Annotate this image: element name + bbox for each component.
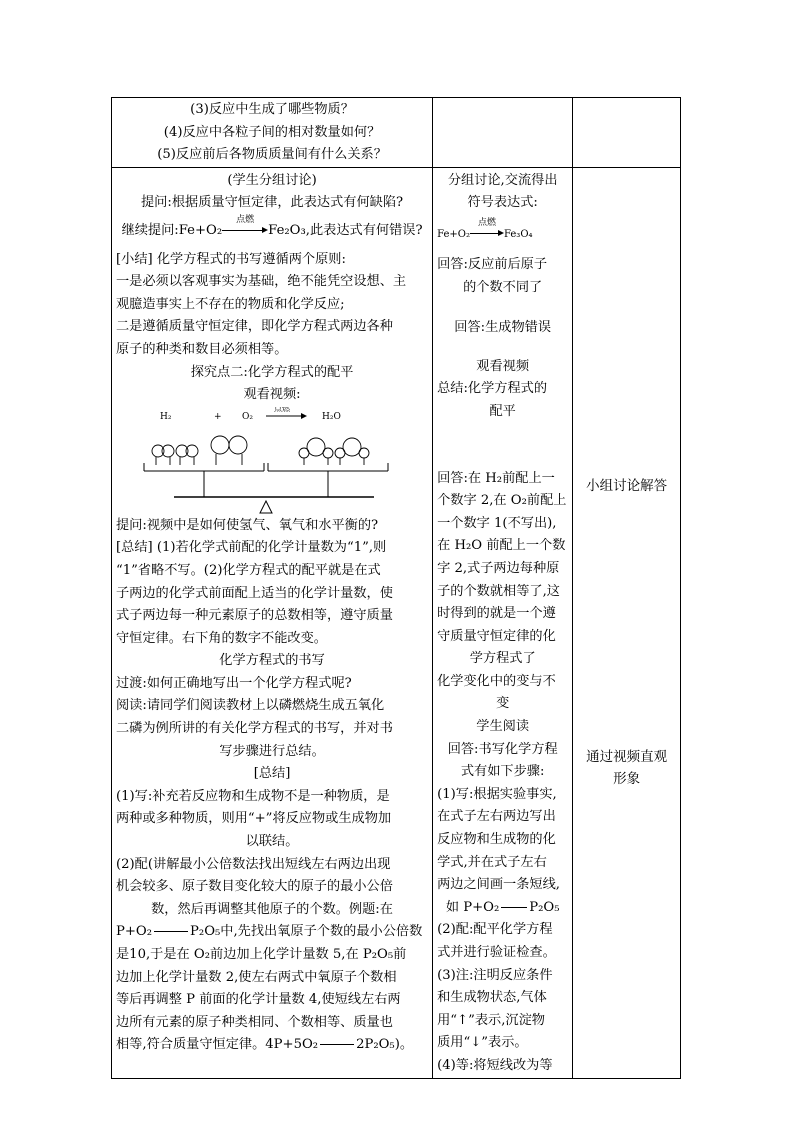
answer-line: 式有如下步骤: xyxy=(460,764,545,780)
text-fragment: P₂O₅中,先找出氧原子个数的最小公倍数 xyxy=(190,924,423,940)
text-line: 提问:根据质量守恒定律，此表达式有何缺陷? xyxy=(141,195,404,211)
text-line: 观看视频 xyxy=(476,358,530,374)
step-line: 机会较多、原子数目变化较大的原子的最小公倍 xyxy=(116,879,393,895)
answer-line: 两边之间画一条短线, xyxy=(437,877,560,893)
design-intent-cell xyxy=(573,98,681,168)
answer-line: 学生阅读 xyxy=(476,719,530,735)
teacher-activity-cell xyxy=(112,167,433,1078)
teacher-activity-cell xyxy=(112,98,433,168)
equation-question xyxy=(116,215,428,243)
design-note-line: 形象 xyxy=(613,770,641,787)
reaction-dash xyxy=(154,931,188,932)
text-line: 观看视频: xyxy=(243,387,301,403)
question-line: (3)反应中生成了哪些物质？ xyxy=(190,102,354,117)
h2o-label: H₂O xyxy=(322,411,341,422)
balance-scale-icon xyxy=(116,407,416,515)
arrow-label: 点燃 xyxy=(236,215,255,226)
example-line xyxy=(437,897,568,920)
answer-line: 回答:生成物错误 xyxy=(454,320,552,336)
step-line: 两种或多种物质，则用“+”将反应物或生成物加 xyxy=(116,811,392,827)
text-line: (学生分组讨论) xyxy=(227,172,317,188)
student-activity-cell xyxy=(433,98,573,168)
answer-line: 在式子左右两边写出 xyxy=(437,809,556,825)
step-line: 等后再调整 P 前面的化学计量数 4,使短线左右两 xyxy=(116,992,401,1008)
step-line: 数，然后再调整其他原子的个数。例题:在 xyxy=(151,901,393,917)
text-fragment: 2P₂O₅)。 xyxy=(356,1037,414,1053)
text-fragment: 继续提问:Fe+O₂ xyxy=(121,222,223,238)
reaction-arrow xyxy=(470,218,504,238)
example-line xyxy=(116,921,428,944)
summary-line: “1”省略不写。(2)化学方程式的配平就是在式 xyxy=(116,562,381,578)
answer-line: 子的个数就相等了,这 xyxy=(437,583,560,599)
text-fragment: Fe+O₂ xyxy=(437,228,470,240)
answer-line: (2)配:配平化学方程 xyxy=(437,922,553,938)
answer-line: 在 H₂O 前配上一个数 xyxy=(437,538,566,554)
reaction-arrow xyxy=(222,215,268,235)
answer-line: 学式,并在式子左右 xyxy=(437,854,547,870)
step-line: 边加上化学计量数 2,使左右两式中氧原子个数相 xyxy=(116,969,397,985)
design-note-line: 通过视频直观 xyxy=(586,748,668,765)
text-line: 二磷为例所讲的有关化学方程式的书写，并对书 xyxy=(116,721,393,737)
table-row xyxy=(112,98,681,168)
answer-line: (4)等:将短线改为等 xyxy=(437,1057,553,1073)
text-line: 过渡:如何正确地写出一个化学方程式呢? xyxy=(116,675,352,691)
summary-line: 子两边的化学式前面配上适当的化学计量数，使 xyxy=(116,585,393,601)
text-line: 写步骤进行总结。 xyxy=(219,743,325,759)
summary-line: 原子的种类和数目必须相等。 xyxy=(116,341,288,357)
design-note xyxy=(573,746,680,790)
student-activity-cell xyxy=(433,167,573,1078)
answer-line: 化学变化中的变与不 xyxy=(437,673,556,689)
answer-line: 守质量守恒定律的化 xyxy=(437,628,556,644)
answer-line: (3)注:注明反应条件 xyxy=(437,967,553,983)
table-row xyxy=(112,167,681,1078)
step-line: 边所有元素的原子种类相同、个数相等、质量也 xyxy=(116,1014,393,1030)
text-line: 分组讨论,交流得出 xyxy=(447,172,558,188)
h2-label: H₂ xyxy=(160,411,172,422)
summary-line: [总结] (1)若化学式前配的化学计量数为“1”,则 xyxy=(116,540,387,556)
step-line: (1)写:补充若反应物和生成物不是一种物质，是 xyxy=(116,788,390,804)
text-fragment: 相等,符合质量守恒定律。4P+5O₂ xyxy=(116,1037,319,1053)
step-line: (2)配(讲解最小公倍数法找出短线左右两边出现 xyxy=(116,856,391,872)
answer-line: 的个数不同了 xyxy=(463,279,543,295)
answer-line: (1)写:根据实验事实, xyxy=(437,786,557,802)
balance-illustration xyxy=(116,407,428,515)
answer-line: 学方程式了 xyxy=(469,651,536,667)
text-fragment: Fe₃O₄ xyxy=(504,228,533,240)
text-line: 总结:化学方程式的 xyxy=(437,381,548,397)
design-note: 小组讨论解答 xyxy=(586,477,668,494)
answer-line: 回答:书写化学方程 xyxy=(447,741,558,757)
text-fragment: Fe₂O₃,此表达式有何错误? xyxy=(268,222,423,238)
section-heading: 化学方程式的书写 xyxy=(219,653,325,669)
text-fragment: P₂O₅ xyxy=(529,899,560,915)
text-line: 配平 xyxy=(489,403,516,419)
text-fragment: 如 P+O₂ xyxy=(445,899,500,915)
arrow-label: 点燃 xyxy=(274,406,290,413)
answer-line: 一个数字 1(不写出), xyxy=(437,515,557,531)
answer-line: 式并进行验证检查。 xyxy=(437,945,556,960)
text-line: 阅读:请同学们阅读教材上以磷燃烧生成五氧化 xyxy=(116,698,385,714)
question-line: (5)反应前后各物质质量间有什么关系？ xyxy=(157,147,387,163)
section-heading: [总结] xyxy=(253,766,291,782)
design-intent-cell xyxy=(573,167,681,1078)
answer-line: 回答:在 H₂前配上一 xyxy=(437,470,555,486)
answer-line: 质用“↓”表示。 xyxy=(437,1035,528,1051)
answer-line: 时得到的就是一个遵 xyxy=(437,606,556,622)
answer-line: 个数字 2,在 O₂前配上 xyxy=(437,493,567,509)
reaction-dash xyxy=(320,1044,354,1045)
answer-line: 字 2,式子两边每种原 xyxy=(437,560,560,576)
text-line: 符号表达式: xyxy=(467,195,538,211)
answer-line: 用“↑”表示,沉淀物 xyxy=(437,1012,545,1028)
o2-label: O₂ xyxy=(242,411,253,422)
arrow-label: 点燃 xyxy=(477,218,496,229)
final-line xyxy=(116,1034,428,1057)
answer-line: 回答:反应前后原子 xyxy=(437,256,548,272)
answer-line: 反应物和生成物的化 xyxy=(437,832,556,848)
summary-line: 式子两边每一种元素原子的总数相等，遵守质量 xyxy=(116,608,393,624)
answer-line: 和生成物状态,气体 xyxy=(437,990,547,1006)
summary-line: 观臆造事实上不存在的物质和化学反应; xyxy=(116,296,345,312)
step-line: 以联结。 xyxy=(245,834,299,850)
summary-line: 二是遵循质量守恒定律，即化学方程式两边各种 xyxy=(116,319,393,335)
summary-line: [小结] 化学方程式的书写遵循两个原则: xyxy=(116,251,346,267)
summary-line: 一是必须以客观事实为基础，绝不能凭空设想、主 xyxy=(116,274,407,290)
summary-line: 提问:视频中是如何使氢气、氧气和水平衡的? xyxy=(116,517,379,533)
answer-line: 变 xyxy=(496,696,510,712)
text-fragment: P+O₂ xyxy=(116,924,153,940)
lesson-plan-table xyxy=(111,97,681,1079)
step-line: 是10,于是在 O₂前边加上化学计量数 5,在 P₂O₅前 xyxy=(116,947,407,962)
equation-line xyxy=(437,218,568,246)
reaction-dash xyxy=(501,907,527,908)
summary-line: 守恒定律。右下角的数字不能改变。 xyxy=(116,630,327,646)
section-heading: 探究点二:化学方程式的配平 xyxy=(190,364,354,380)
plus-label: + xyxy=(214,411,222,422)
question-line: (4)反应中各粒子间的相对数量如何？ xyxy=(163,124,381,140)
